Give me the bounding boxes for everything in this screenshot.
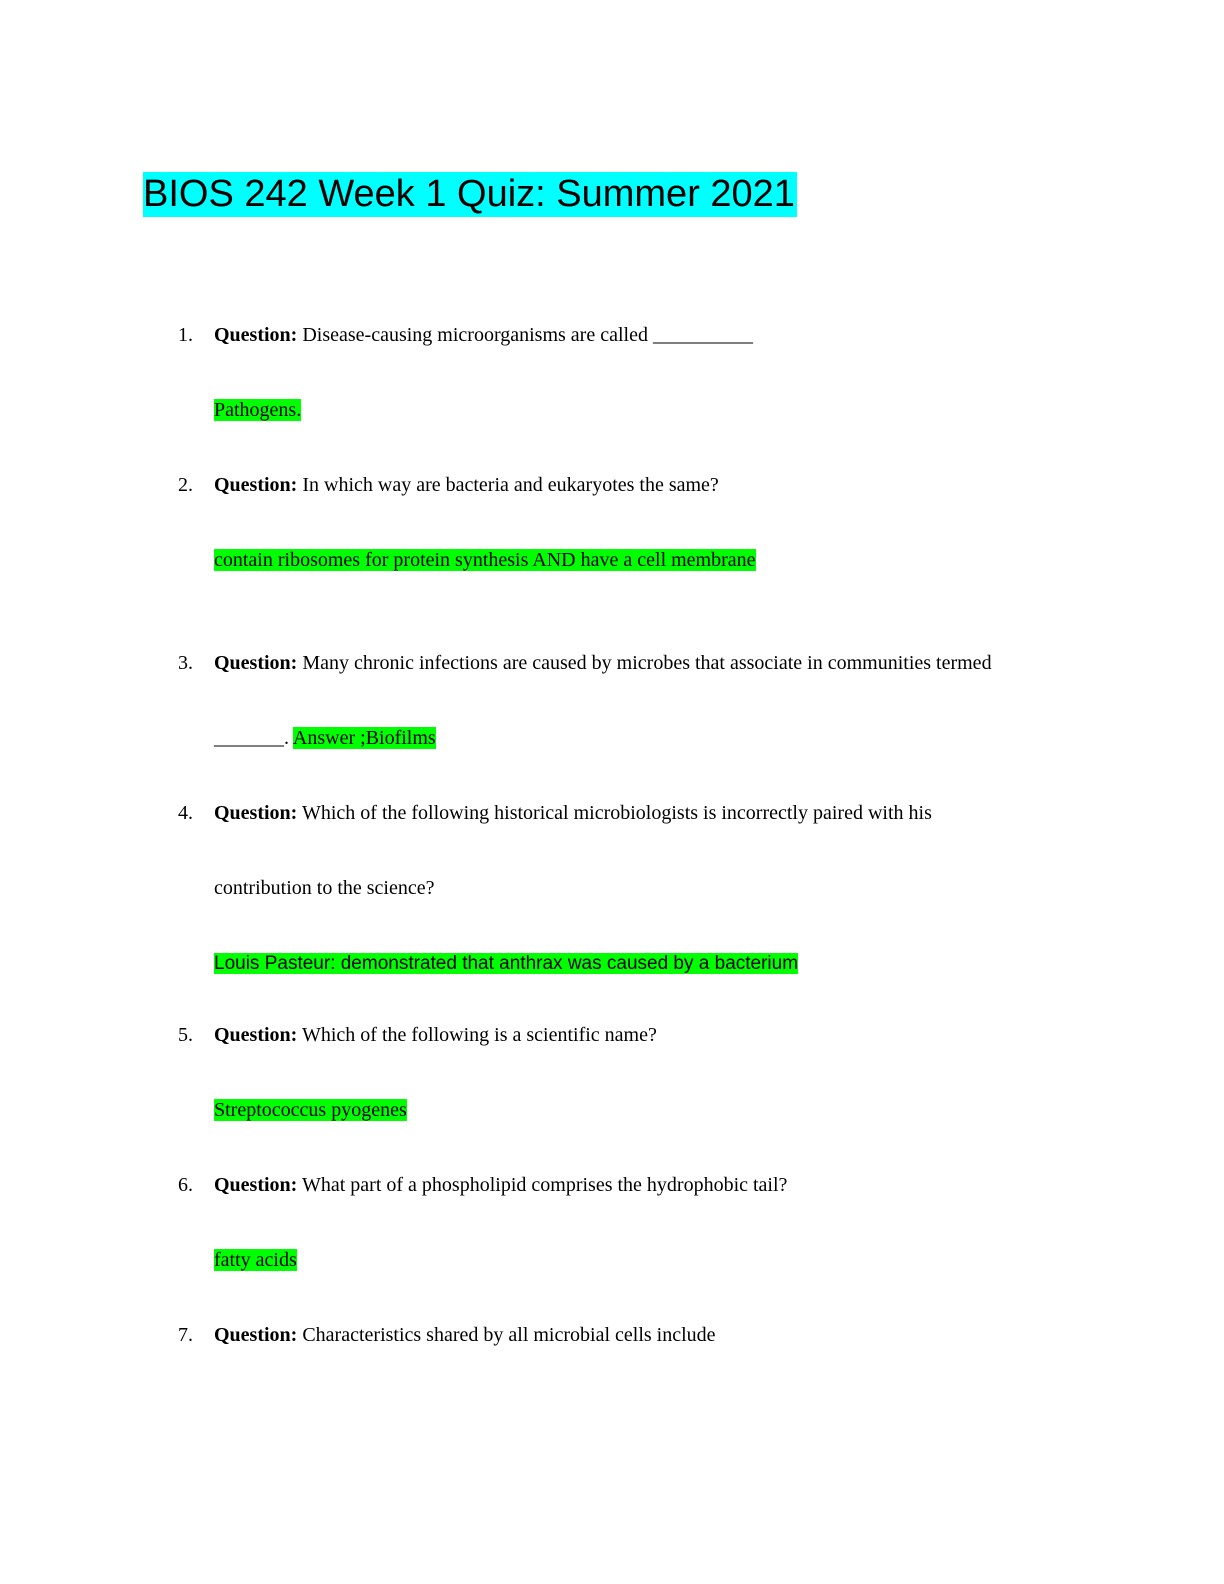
question-6 — [214, 1173, 787, 1197]
question-1 — [214, 323, 753, 347]
answer-text: fatty acids — [214, 1249, 297, 1271]
answer-text: Pathogens. — [214, 399, 302, 421]
question-label: Question: — [214, 1324, 298, 1346]
answer-text: Louis Pasteur: demonstrated that anthrax was caused by a bacterium — [214, 953, 799, 974]
question-number: 1. — [178, 324, 193, 346]
question-label: Question: — [214, 324, 298, 346]
question-text: Many chronic infections are caused by microbes that associate in communities termed — [302, 652, 992, 674]
question-text-continued: contribution to the science? — [214, 877, 435, 899]
question-label: Question: — [214, 1174, 298, 1196]
question-3 — [214, 651, 992, 675]
answer-4 — [214, 951, 798, 976]
answer-1 — [214, 398, 301, 422]
answer-6 — [214, 1248, 297, 1272]
answer-text: Streptococcus pyogenes — [214, 1099, 407, 1121]
question-3-continued — [214, 726, 436, 750]
question-text: In which way are bacteria and eukaryotes the same? — [302, 474, 719, 496]
question-text: Disease-causing microorganisms are called __________ — [302, 324, 753, 346]
question-4 — [214, 801, 932, 825]
question-7 — [214, 1323, 716, 1347]
answer-text: Answer ;Biofilms — [292, 727, 436, 749]
question-4-continued — [214, 876, 434, 900]
question-number: 4. — [178, 802, 193, 824]
question-text: What part of a phospholipid comprises the hydrophobic tail? — [301, 1174, 788, 1196]
question-text: Characteristics shared by all microbial cells include — [302, 1324, 716, 1346]
question-label: Question: — [214, 474, 298, 496]
answer-text: contain ribosomes for protein synthesis AND have a cell membrane — [214, 549, 756, 571]
question-number: 2. — [178, 474, 193, 496]
question-text: Which of the following historical microbiologists is incorrectly paired with his — [301, 802, 932, 824]
page-title: BIOS 242 Week 1 Quiz: Summer 2021 — [143, 173, 795, 215]
question-5 — [214, 1023, 657, 1047]
question-label: Question: — [214, 1024, 298, 1046]
question-2 — [214, 473, 719, 497]
question-number: 7. — [178, 1324, 193, 1346]
question-text-continued: _______. — [214, 727, 289, 749]
question-number: 6. — [178, 1174, 193, 1196]
answer-2 — [214, 548, 756, 572]
question-number: 5. — [178, 1024, 193, 1046]
question-label: Question: — [214, 802, 298, 824]
question-text: Which of the following is a scientific name? — [301, 1024, 657, 1046]
question-label: Question: — [214, 652, 298, 674]
question-number: 3. — [178, 652, 193, 674]
answer-5 — [214, 1098, 407, 1122]
